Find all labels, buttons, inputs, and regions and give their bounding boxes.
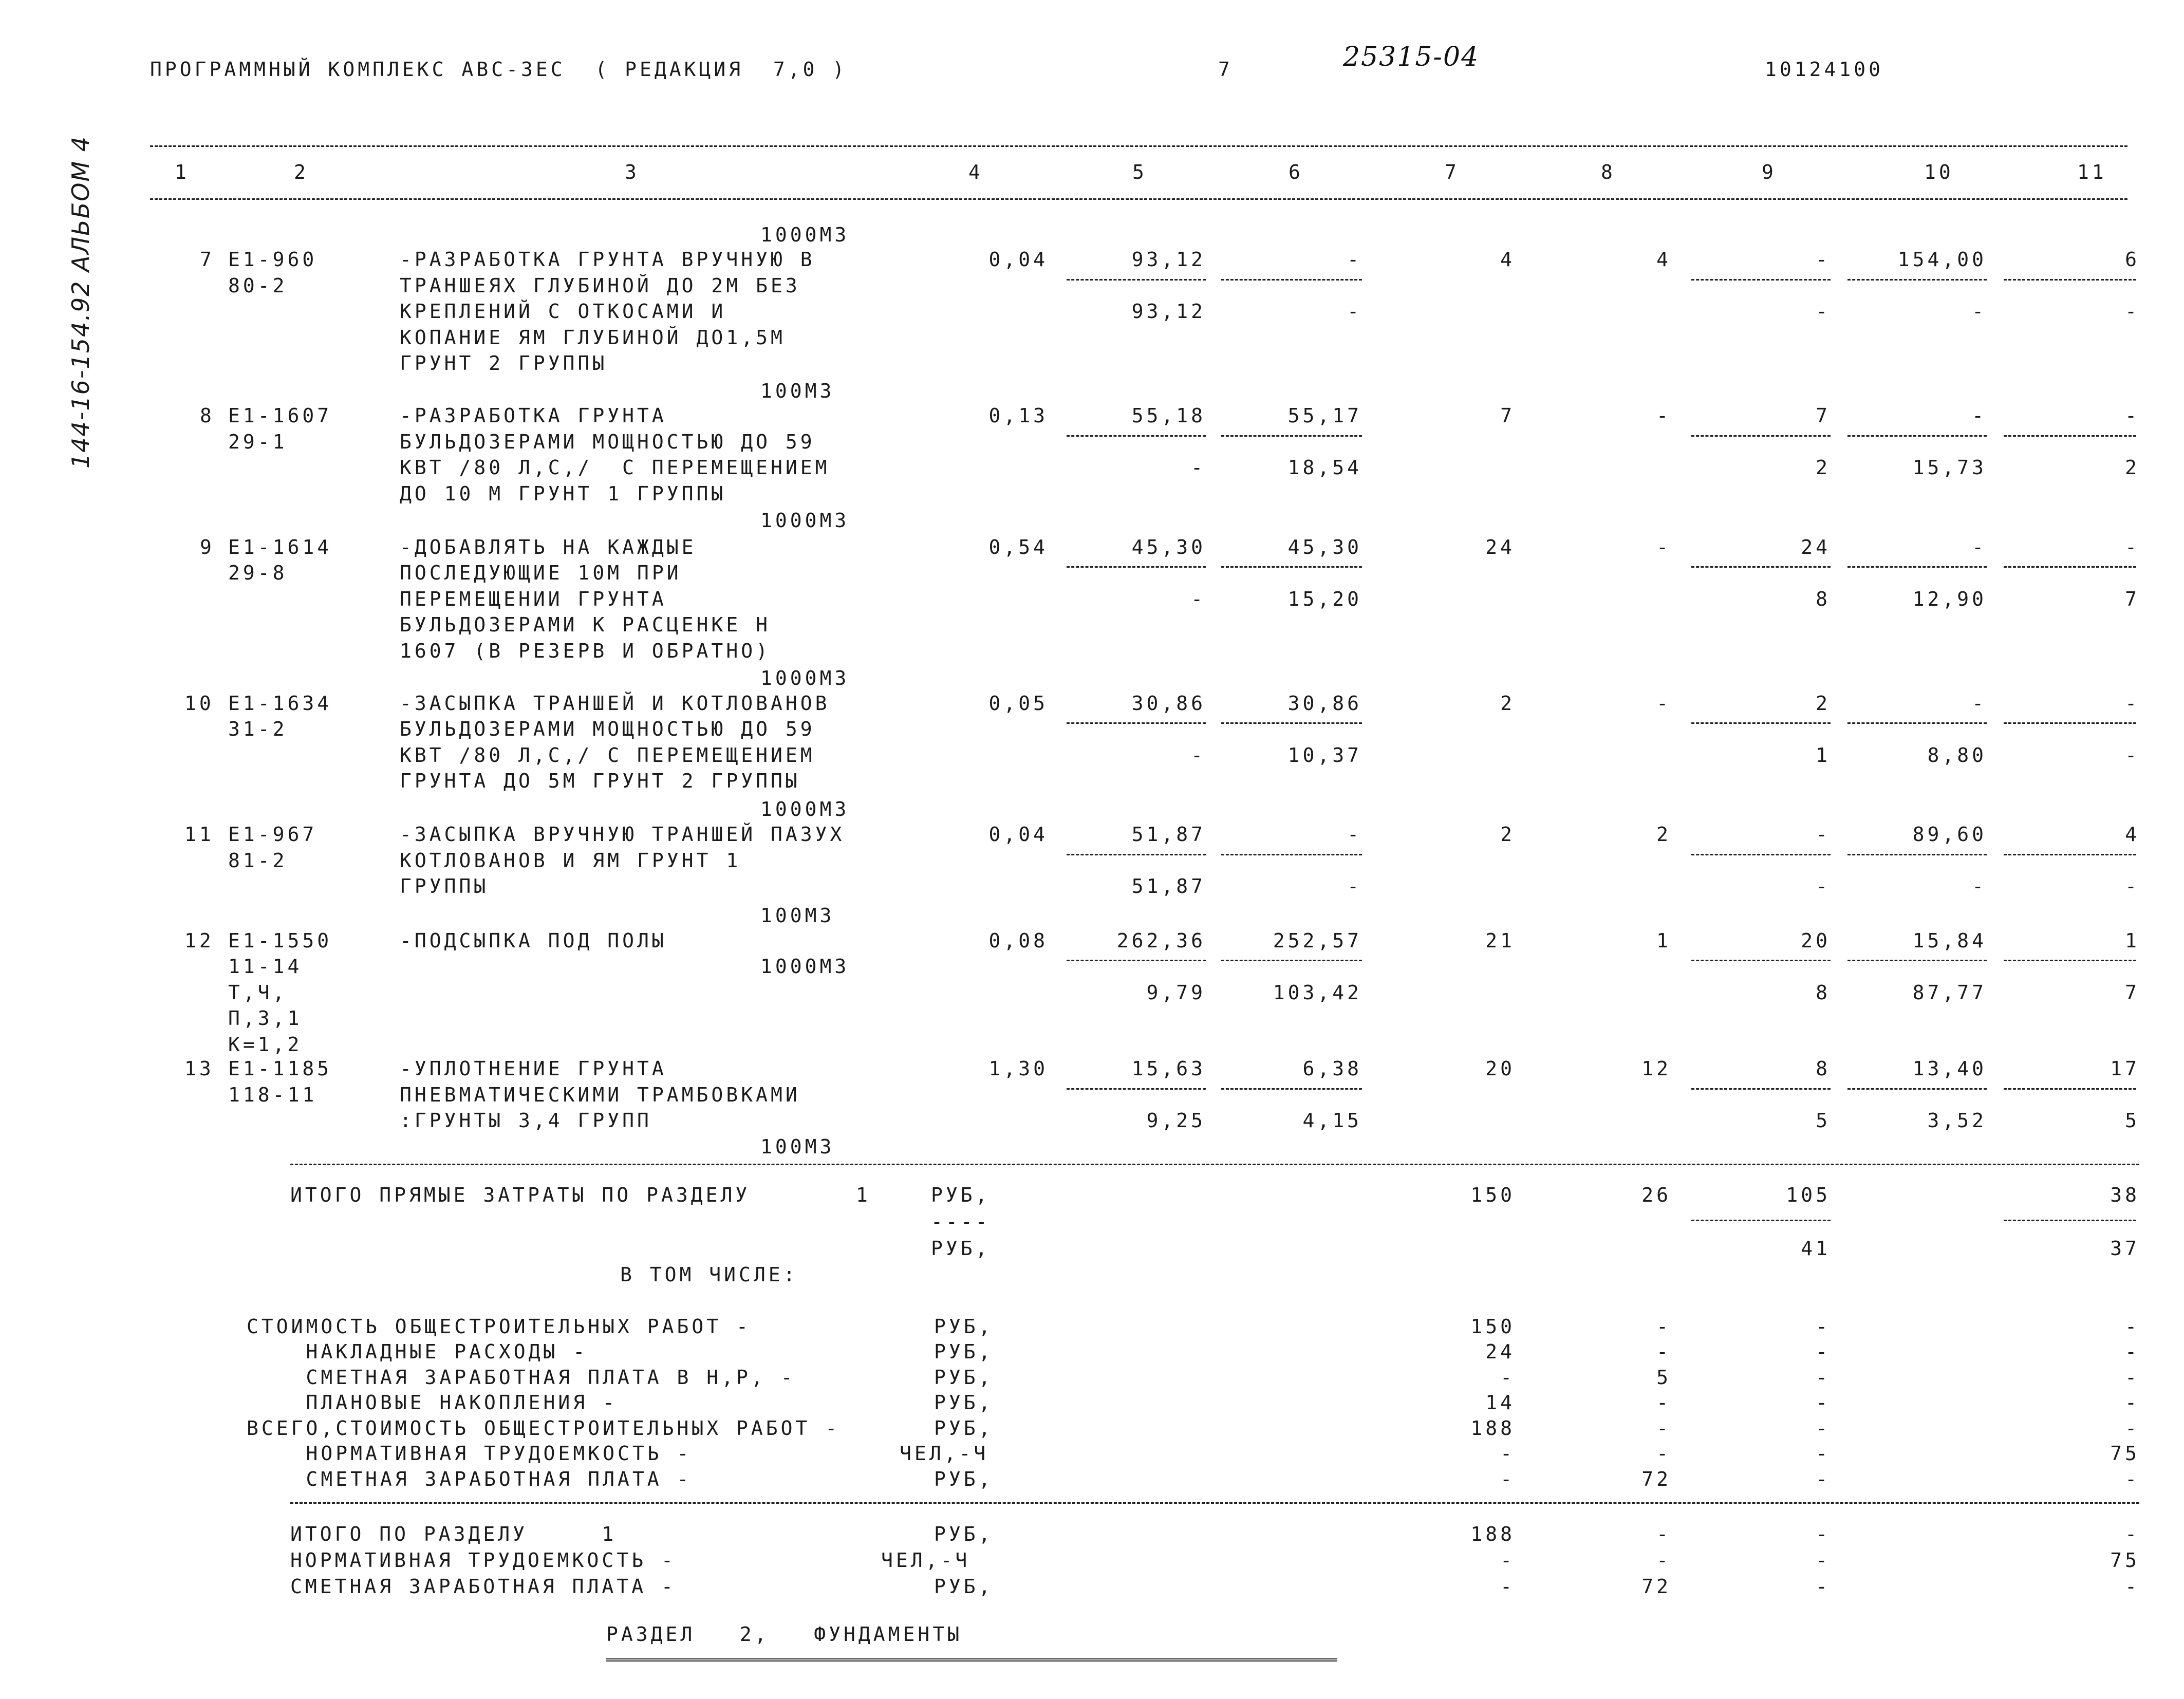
cost-value: - xyxy=(1816,1523,1831,1545)
cost-value: 7 xyxy=(1816,404,1831,427)
breakdown-unit: РУБ, xyxy=(934,1366,994,1389)
breakdown-label: СТОИМОСТЬ ОБЩЕСТРОИТЕЛЬНЫХ РАБОТ - xyxy=(247,1315,751,1338)
cost-value: - xyxy=(1656,1340,1671,1363)
work-description: :ГРУНТЫ 3,4 ГРУПП xyxy=(400,1109,652,1132)
cost-value: - xyxy=(1656,1549,1671,1572)
breakdown-unit: РУБ, xyxy=(934,1391,994,1414)
work-description: -ЗАСЫПКА ТРАНШЕЙ И КОТЛОВАНОВ xyxy=(400,692,830,715)
cost-value: - xyxy=(1816,1417,1831,1440)
cost-value: - xyxy=(1816,1391,1831,1414)
cell-separator xyxy=(1067,722,1206,724)
cell-separator xyxy=(2004,1220,2136,1221)
breakdown-label: СМЕТНАЯ ЗАРАБОТНАЯ ПЛАТА - xyxy=(247,1468,692,1490)
cost-value: - xyxy=(1816,1442,1831,1465)
cell-separator xyxy=(1847,960,1987,961)
cost-value: - xyxy=(1972,536,1987,558)
quantity-value: 0,13 xyxy=(988,404,1048,427)
rate-code: Е1-1607 xyxy=(228,404,332,427)
cost-value: 4 xyxy=(1656,248,1671,271)
cost-value: - xyxy=(1972,404,1987,427)
rate-code: Е1-1614 xyxy=(228,536,332,558)
cost-value: - xyxy=(1656,1442,1671,1465)
cost-value: 51,87 xyxy=(1131,823,1206,846)
cost-value: 12,90 xyxy=(1912,588,1987,610)
cell-separator xyxy=(1067,1088,1206,1090)
cost-value: 8 xyxy=(1816,981,1831,1004)
header-rule-bottom xyxy=(150,198,2127,200)
rate-code: Е1-967 xyxy=(228,823,318,846)
cost-value: - xyxy=(1656,1315,1671,1338)
cost-value: - xyxy=(1816,1340,1831,1363)
rub-unit: РУБ, xyxy=(931,1184,991,1206)
cost-value: 20 xyxy=(1801,929,1831,952)
cost-value: 252,57 xyxy=(1273,929,1362,952)
work-description: БУЛЬДОЗЕРАМИ МОЩНОСТЬЮ ДО 59 xyxy=(400,431,815,453)
work-description: КОТЛОВАНОВ И ЯМ ГРУНТ 1 xyxy=(400,849,741,872)
rate-subcode: 80-2 xyxy=(228,274,288,297)
cell-separator xyxy=(2004,435,2136,437)
cost-value: 103,42 xyxy=(1273,981,1362,1004)
cost-value: - xyxy=(2125,536,2140,558)
final-label: НОРМАТИВНАЯ ТРУДОЕМКОСТЬ - xyxy=(290,1549,676,1572)
cost-value: - xyxy=(1656,1523,1671,1545)
work-description: -ДОБАВЛЯТЬ НА КАЖДЫЕ xyxy=(400,536,697,558)
cost-value: 55,17 xyxy=(1287,404,1362,427)
cell-separator xyxy=(1847,279,1987,281)
column-header-7: 7 xyxy=(1445,161,1460,183)
cost-value: 7 xyxy=(2125,981,2140,1004)
cost-value: 24 xyxy=(1485,1340,1515,1363)
final-label: СМЕТНАЯ ЗАРАБОТНАЯ ПЛАТА - xyxy=(290,1575,676,1598)
rate-code: Е1-960 xyxy=(228,248,318,271)
cost-value: - xyxy=(1816,248,1831,271)
breakdown-label: СМЕТНАЯ ЗАРАБОТНАЯ ПЛАТА В Н,Р, - xyxy=(247,1366,796,1389)
rate-code: Е1-1185 xyxy=(228,1057,332,1080)
column-header-4: 4 xyxy=(968,161,983,183)
cost-value: - xyxy=(1656,1417,1671,1440)
unit-label: 100М3 xyxy=(760,1135,835,1158)
cost-value: 72 xyxy=(1641,1575,1671,1598)
cost-value: 9,79 xyxy=(1146,981,1206,1004)
breakdown-label: ПЛАНОВЫЕ НАКОПЛЕНИЯ - xyxy=(247,1391,618,1414)
cost-value: 12 xyxy=(1641,1057,1671,1080)
cell-separator xyxy=(1067,566,1206,568)
rate-subcode: 29-1 xyxy=(228,431,288,453)
row-number: 11 xyxy=(184,823,214,846)
work-description: -РАЗРАБОТКА ГРУНТА ВРУЧНУЮ В xyxy=(400,248,815,271)
cell-separator xyxy=(1067,435,1206,437)
including-label: В ТОМ ЧИСЛЕ: xyxy=(620,1263,798,1286)
cost-value: 3,52 xyxy=(1927,1109,1987,1132)
cost-value: 6 xyxy=(2125,248,2140,271)
cost-value: 2 xyxy=(2125,456,2140,479)
program-title: ПРОГРАММНЫЙ КОМПЛЕКС АВС-3ЕС ( РЕДАКЦИЯ 7,0 ) xyxy=(150,58,848,81)
cell-separator xyxy=(1691,854,1831,855)
cell-separator xyxy=(1691,1220,1831,1221)
cost-value: 10,37 xyxy=(1287,744,1362,767)
cost-value: - xyxy=(2125,875,2140,898)
unit-label: 1000М3 xyxy=(760,955,850,978)
cost-value: - xyxy=(1816,1468,1831,1490)
cost-value: 21 xyxy=(1485,929,1515,952)
column-header-11: 11 xyxy=(2077,161,2107,183)
row-number: 9 xyxy=(200,536,215,558)
work-description: 1607 (В РЕЗЕРВ И ОБРАТНО) xyxy=(400,640,771,662)
totals-direct-label: ИТОГО ПРЯМЫЕ ЗАТРАТЫ ПО РАЗДЕЛУ xyxy=(290,1184,751,1206)
cost-value: 8,80 xyxy=(1927,744,1987,767)
cost-value: 7 xyxy=(2125,588,2140,610)
cost-value: 75 xyxy=(2110,1442,2140,1465)
cost-value: - xyxy=(1191,588,1206,610)
work-description: КОПАНИЕ ЯМ ГЛУБИНОЙ ДО1,5М xyxy=(400,326,786,349)
work-description: ТРАНШЕЯХ ГЛУБИНОЙ ДО 2М БЕЗ xyxy=(400,274,800,297)
cost-value: - xyxy=(1972,692,1987,715)
rub-unit: РУБ, xyxy=(931,1237,991,1260)
cost-value: - xyxy=(1816,1549,1831,1572)
cell-separator xyxy=(2004,960,2136,961)
work-description: ДО 10 М ГРУНТ 1 ГРУППЫ xyxy=(400,482,726,505)
cost-value: 188 xyxy=(1470,1417,1515,1440)
rate-subcode: К=1,2 xyxy=(228,1033,303,1056)
cost-value: 51,87 xyxy=(1131,875,1206,898)
row-number: 7 xyxy=(200,248,215,271)
breakdown-label: НОРМАТИВНАЯ ТРУДОЕМКОСТЬ - xyxy=(247,1442,692,1465)
quantity-value: 0,04 xyxy=(988,823,1048,846)
column-header-2: 2 xyxy=(294,161,309,183)
cost-value: - xyxy=(1500,1468,1515,1490)
row-number: 12 xyxy=(184,929,214,952)
cost-value: - xyxy=(1816,1366,1831,1389)
cost-value: - xyxy=(2125,1340,2140,1363)
work-description: ПЕРЕМЕЩЕНИИ ГРУНТА xyxy=(400,588,667,610)
cost-value: 2 xyxy=(1500,692,1515,715)
work-description: БУЛЬДОЗЕРАМИ МОЩНОСТЬЮ ДО 59 xyxy=(400,718,815,740)
breakdown-label: НАКЛАДНЫЕ РАСХОДЫ - xyxy=(247,1340,588,1363)
cost-value: - xyxy=(1656,692,1671,715)
cell-separator xyxy=(1221,279,1362,281)
cost-value: 55,18 xyxy=(1131,404,1206,427)
cost-value: 14 xyxy=(1485,1391,1515,1414)
cell-separator xyxy=(1691,722,1831,724)
cell-separator xyxy=(1067,279,1206,281)
cost-value: - xyxy=(1500,1366,1515,1389)
cost-value: - xyxy=(1816,300,1831,323)
rate-subcode: 29-8 xyxy=(228,562,288,584)
column-header-9: 9 xyxy=(1762,161,1777,183)
cost-value: - xyxy=(2125,1417,2140,1440)
cost-value: - xyxy=(1347,300,1362,323)
unit-label: 1000М3 xyxy=(760,798,850,820)
breakdown-unit: РУБ, xyxy=(934,1315,994,1338)
rate-subcode: П,3,1 xyxy=(228,1007,303,1030)
work-description: -ЗАСЫПКА ВРУЧНУЮ ТРАНШЕЙ ПАЗУХ xyxy=(400,823,845,846)
cost-value: 75 xyxy=(2110,1549,2140,1572)
cost-value: 72 xyxy=(1641,1468,1671,1490)
cost-value: 38 xyxy=(2110,1184,2140,1206)
quantity-value: 0,05 xyxy=(988,692,1048,715)
cell-separator xyxy=(1847,722,1987,724)
cost-value: - xyxy=(2125,1523,2140,1545)
cost-value: 7 xyxy=(1500,404,1515,427)
cost-value: - xyxy=(1500,1575,1515,1598)
work-description: БУЛЬДОЗЕРАМИ К РАСЦЕНКЕ Н xyxy=(400,613,771,636)
breakdown-unit: ЧЕЛ,-Ч xyxy=(900,1442,989,1465)
cost-value: - xyxy=(1816,1575,1831,1598)
row-number: 13 xyxy=(184,1057,214,1080)
cell-separator xyxy=(1067,854,1206,855)
cell-separator xyxy=(1221,566,1362,568)
cost-value: 8 xyxy=(1816,1057,1831,1080)
column-header-8: 8 xyxy=(1601,161,1616,183)
cost-value: - xyxy=(1816,875,1831,898)
work-description: -УПЛОТНЕНИЕ ГРУНТА xyxy=(400,1057,667,1080)
cost-value: 1 xyxy=(1816,744,1831,767)
cell-separator xyxy=(1221,1088,1362,1090)
cell-separator xyxy=(1221,722,1362,724)
work-description: КВТ /80 Л,С,/ С ПЕРЕМЕЩЕНИЕМ xyxy=(400,456,830,479)
column-header-5: 5 xyxy=(1132,161,1147,183)
cost-value: 17 xyxy=(2110,1057,2140,1080)
cell-separator xyxy=(1221,854,1362,855)
row-number: 10 xyxy=(184,692,214,715)
cell-separator xyxy=(2004,279,2136,281)
row-number: 8 xyxy=(200,404,215,427)
cost-value: 154,00 xyxy=(1897,248,1987,271)
work-description: -ПОДСЫПКА ПОД ПОЛЫ xyxy=(400,929,667,952)
cost-value: 262,36 xyxy=(1116,929,1206,952)
quantity-value: 1,30 xyxy=(988,1057,1048,1080)
cost-value: - xyxy=(1500,1442,1515,1465)
cost-value: 6,38 xyxy=(1302,1057,1362,1080)
rate-code: Е1-1634 xyxy=(228,692,332,715)
cost-value: 1 xyxy=(1656,929,1671,952)
cost-value: 9,25 xyxy=(1146,1109,1206,1132)
handwritten-code: 25315-04 xyxy=(1343,42,1480,72)
cost-value: 87,77 xyxy=(1912,981,1987,1004)
document-code: 10124100 xyxy=(1765,58,1884,81)
cell-separator xyxy=(1691,435,1831,437)
cost-value: 13,40 xyxy=(1912,1057,1987,1080)
cost-value: - xyxy=(1500,1549,1515,1572)
cost-value: - xyxy=(1347,875,1362,898)
cost-value: 5 xyxy=(1816,1109,1831,1132)
cell-separator xyxy=(2004,854,2136,855)
cost-value: - xyxy=(1347,248,1362,271)
cost-value: - xyxy=(2125,1575,2140,1598)
cell-separator xyxy=(1691,566,1831,568)
cost-value: 15,84 xyxy=(1912,929,1987,952)
cost-value: - xyxy=(1191,744,1206,767)
cost-value: - xyxy=(2125,744,2140,767)
cell-separator xyxy=(2004,566,2136,568)
column-header-1: 1 xyxy=(175,161,190,183)
cost-value: 2 xyxy=(1816,456,1831,479)
album-side-note: 144-16-154.92 АЛЬБОМ 4 xyxy=(67,135,95,469)
cost-value: - xyxy=(1816,823,1831,846)
section-heading-underline xyxy=(606,1658,1337,1661)
cost-value: - xyxy=(2125,1468,2140,1490)
cost-value: - xyxy=(2125,1391,2140,1414)
column-header-3: 3 xyxy=(625,161,640,183)
work-description: ПНЕВМАТИЧЕСКИМИ ТРАМБОВКАМИ xyxy=(400,1084,800,1106)
cost-value: 5 xyxy=(2125,1109,2140,1132)
cost-value: - xyxy=(2125,692,2140,715)
rate-subcode: 31-2 xyxy=(228,718,288,740)
breakdown-unit: РУБ, xyxy=(934,1417,994,1440)
unit-label: 1000М3 xyxy=(760,667,850,689)
cost-value: 4 xyxy=(2125,823,2140,846)
cost-value: 2 xyxy=(1816,692,1831,715)
unit-label: 1000М3 xyxy=(760,509,850,532)
dash-mark: ---- xyxy=(931,1210,991,1233)
work-description: КРЕПЛЕНИЙ С ОТКОСАМИ И xyxy=(400,300,726,323)
cost-value: 26 xyxy=(1641,1184,1671,1206)
cost-value: 150 xyxy=(1470,1184,1515,1206)
cell-separator xyxy=(1847,1088,1987,1090)
breakdown-label: ВСЕГО,СТОИМОСТЬ ОБЩЕСТРОИТЕЛЬНЫХ РАБОТ - xyxy=(247,1417,841,1440)
totals-rule xyxy=(290,1164,2139,1165)
cost-value: 15,20 xyxy=(1287,588,1362,610)
work-description: ПОСЛЕДУЮЩИЕ 10М ПРИ xyxy=(400,562,682,584)
rate-subcode: 11-14 xyxy=(228,955,303,978)
unit-label: 100М3 xyxy=(760,904,835,927)
cost-value: 24 xyxy=(1485,536,1515,558)
work-description: ГРУППЫ xyxy=(400,875,489,898)
cost-value: - xyxy=(1972,300,1987,323)
rate-subcode: 118-11 xyxy=(228,1084,318,1106)
final-rule xyxy=(290,1502,2139,1504)
work-description: КВТ /80 Л,С,/ С ПЕРЕМЕЩЕНИЕМ xyxy=(400,744,815,767)
cost-value: 41 xyxy=(1801,1237,1831,1260)
cost-value: 45,30 xyxy=(1287,536,1362,558)
work-description: ГРУНТ 2 ГРУППЫ xyxy=(400,352,608,375)
cost-value: - xyxy=(1816,1315,1831,1338)
cell-separator xyxy=(1691,960,1831,961)
cost-value: - xyxy=(1191,456,1206,479)
work-description: ГРУНТА ДО 5М ГРУНТ 2 ГРУППЫ xyxy=(400,770,800,792)
final-unit: РУБ, xyxy=(934,1575,994,1598)
cell-separator xyxy=(2004,1088,2136,1090)
column-header-6: 6 xyxy=(1289,161,1303,183)
cost-value: 30,86 xyxy=(1287,692,1362,715)
unit-label: 1000М3 xyxy=(760,223,850,246)
cell-separator xyxy=(1691,1088,1831,1090)
cell-separator xyxy=(2004,722,2136,724)
breakdown-unit: РУБ, xyxy=(934,1468,994,1490)
rate-subcode: Т,Ч, xyxy=(228,981,288,1004)
cost-value: - xyxy=(1656,536,1671,558)
cost-value: 15,63 xyxy=(1131,1057,1206,1080)
section-heading: РАЗДЕЛ 2, ФУНДАМЕНТЫ xyxy=(606,1623,963,1646)
final-label: ИТОГО ПО РАЗДЕЛУ 1 xyxy=(290,1523,617,1545)
cost-value: - xyxy=(1972,875,1987,898)
cost-value: 1 xyxy=(2125,929,2140,952)
cell-separator xyxy=(1221,435,1362,437)
cost-value: 2 xyxy=(1500,823,1515,846)
cost-value: 105 xyxy=(1786,1184,1831,1206)
cost-value: 15,73 xyxy=(1912,456,1987,479)
cell-separator xyxy=(1067,960,1206,961)
breakdown-unit: РУБ, xyxy=(934,1340,994,1363)
quantity-value: 0,54 xyxy=(988,536,1048,558)
cost-value: 20 xyxy=(1485,1057,1515,1080)
cost-value: 150 xyxy=(1470,1315,1515,1338)
final-unit: РУБ, xyxy=(934,1523,994,1545)
cost-value: 24 xyxy=(1801,536,1831,558)
cost-value: - xyxy=(1656,404,1671,427)
cost-value: 8 xyxy=(1816,588,1831,610)
column-header-10: 10 xyxy=(1924,161,1954,183)
work-description: -РАЗРАБОТКА ГРУНТА xyxy=(400,404,667,427)
cost-value: - xyxy=(1347,823,1362,846)
cost-value: 93,12 xyxy=(1131,248,1206,271)
cost-value: - xyxy=(2125,404,2140,427)
cost-value: 89,60 xyxy=(1912,823,1987,846)
final-unit: ЧЕЛ,-Ч xyxy=(881,1549,970,1572)
cost-value: 45,30 xyxy=(1131,536,1206,558)
cost-value: 4,15 xyxy=(1302,1109,1362,1132)
cost-value: 37 xyxy=(2110,1237,2140,1260)
cost-value: 30,86 xyxy=(1131,692,1206,715)
cell-separator xyxy=(1221,960,1362,961)
cell-separator xyxy=(1847,435,1987,437)
cost-value: 18,54 xyxy=(1287,456,1362,479)
cost-value: - xyxy=(1656,1391,1671,1414)
totals-section-no: 1 xyxy=(856,1184,871,1206)
header-rule-top xyxy=(150,145,2127,147)
cost-value: - xyxy=(2125,1315,2140,1338)
cost-value: 188 xyxy=(1470,1523,1515,1545)
cost-value: 93,12 xyxy=(1131,300,1206,323)
rate-code: Е1-1550 xyxy=(228,929,332,952)
cost-value: 5 xyxy=(1656,1366,1671,1389)
cell-separator xyxy=(1691,279,1831,281)
cost-value: 2 xyxy=(1656,823,1671,846)
cell-separator xyxy=(1847,854,1987,855)
cost-value: - xyxy=(2125,300,2140,323)
cost-value: 4 xyxy=(1500,248,1515,271)
page-number: 7 xyxy=(1218,58,1233,81)
rate-subcode: 81-2 xyxy=(228,849,288,872)
quantity-value: 0,08 xyxy=(988,929,1048,952)
quantity-value: 0,04 xyxy=(988,248,1048,271)
cost-value: - xyxy=(2125,1366,2140,1389)
unit-label: 100М3 xyxy=(760,380,835,402)
cell-separator xyxy=(1847,566,1987,568)
